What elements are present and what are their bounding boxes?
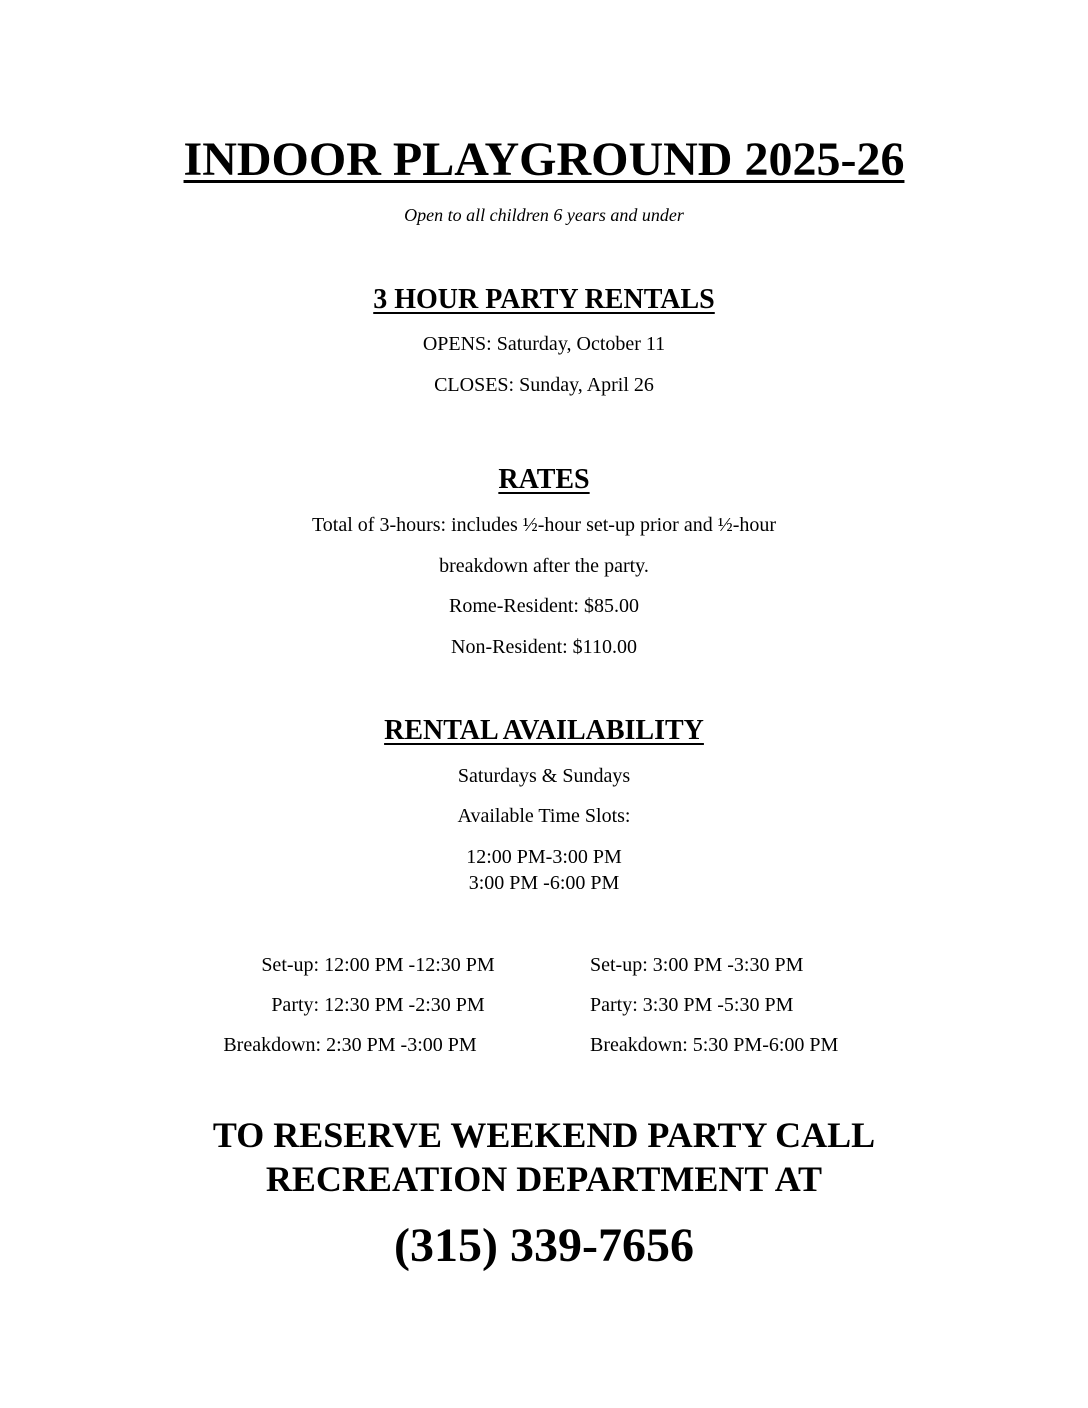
schedule-left-column xyxy=(218,955,538,1075)
phone-number: (315) 339-7656 xyxy=(394,1219,694,1272)
schedule-left-breakdown: Breakdown: 2:30 PM -3:00 PM xyxy=(223,1034,477,1056)
availability-heading: RENTAL AVAILABILITY xyxy=(384,715,704,746)
page-title: INDOOR PLAYGROUND 2025-26 xyxy=(183,133,905,186)
reserve-line-1: TO RESERVE WEEKEND PARTY CALL xyxy=(212,1115,876,1155)
closes-date: CLOSES: Sunday, April 26 xyxy=(434,374,654,396)
page-subtitle: Open to all children 6 years and under xyxy=(404,205,684,225)
time-slot-2: 3:00 PM -6:00 PM xyxy=(468,872,620,894)
time-slots-label: Available Time Slots: xyxy=(457,805,631,827)
schedule-right-column xyxy=(590,955,910,1075)
schedule-right-setup: Set-up: 3:00 PM -3:30 PM xyxy=(590,954,804,976)
rates-description-line-1: Total of 3-hours: includes ½-hour set-up prior and ½-hour xyxy=(311,514,777,536)
rates-description-line-2: breakdown after the party. xyxy=(439,555,649,577)
party-rentals-heading: 3 HOUR PARTY RENTALS xyxy=(373,284,715,315)
rates-heading: RATES xyxy=(498,464,590,495)
time-slot-1: 12:00 PM-3:00 PM xyxy=(466,846,622,868)
available-days: Saturdays & Sundays xyxy=(457,765,631,787)
schedule-right-party: Party: 3:30 PM -5:30 PM xyxy=(590,994,794,1016)
schedule-left-party: Party: 12:30 PM -2:30 PM xyxy=(271,994,485,1016)
non-resident-rate: Non-Resident: $110.00 xyxy=(451,636,637,658)
opens-date: OPENS: Saturday, October 11 xyxy=(422,333,666,355)
reserve-line-2: RECREATION DEPARTMENT AT xyxy=(265,1159,823,1199)
schedule-right-breakdown: Breakdown: 5:30 PM-6:00 PM xyxy=(590,1034,839,1056)
resident-rate: Rome-Resident: $85.00 xyxy=(449,595,639,617)
schedule-left-setup: Set-up: 12:00 PM -12:30 PM xyxy=(261,954,495,976)
